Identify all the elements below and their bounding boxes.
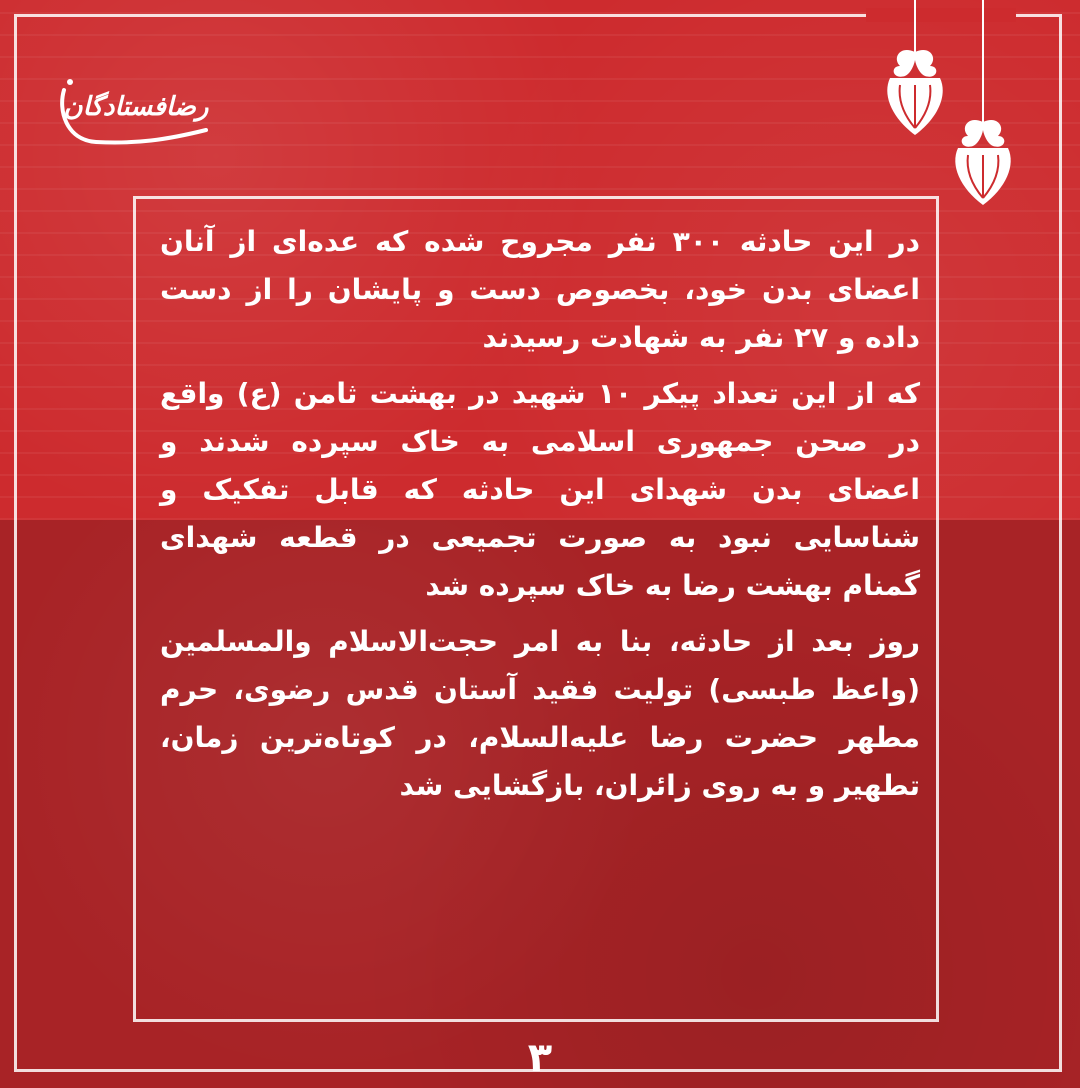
brand-logo xyxy=(56,70,216,160)
logo-text: رضافستادگان xyxy=(63,92,209,122)
paragraph-3: روز بعد از حادثه، بنا به امر حجت‌الاسلام والمسلمین (واعظ طبسی) تولیت فقید آستان قدس رضوی، حرم مطهر حضرت رضا علیه‌السلام، در کوتاه‌ترین زمان، تطهیر و به روی زائران، بازگشایی شد xyxy=(160,625,920,802)
paragraph-2: که از این تعداد پیکر ۱۰ شهید در بهشت ثامن (ع) واقع در صحن جمهوری اسلامی به خاک سپرده شدند و اعضای بدن شهدای این حادثه که قابل تفکیک و شناسایی نبود به صورت تجمیعی در قطعه شهدای گمنام بهشت رضا به خاک سپرده شد xyxy=(160,377,920,602)
article-text xyxy=(160,218,920,818)
paragraph-1: در این حادثه ۳۰۰ نفر مجروح شده که عده‌ای از آنان اعضای بدن خود، بخصوص دست و پایشان را از دست داده و ۲۷ نفر به شهادت رسیدند xyxy=(160,225,920,354)
page-number: ۳ xyxy=(527,1035,553,1081)
lantern-icon xyxy=(938,0,1028,215)
